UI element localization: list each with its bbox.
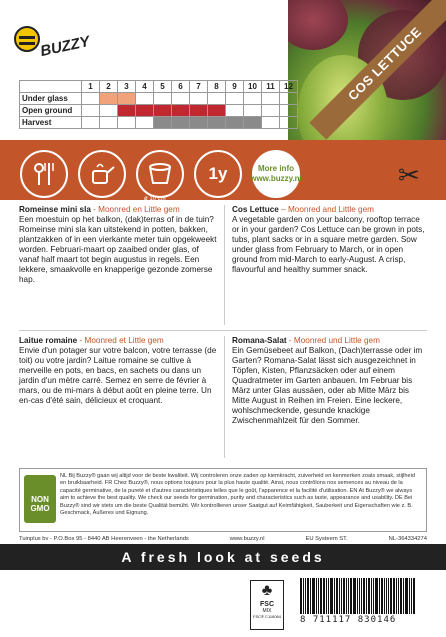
logo-text: BUZZY — [38, 32, 92, 61]
barcode-bar — [405, 578, 408, 614]
barcode-bar — [312, 578, 315, 614]
calendar-cell-active — [190, 105, 208, 117]
month-header: 1 — [82, 81, 100, 93]
annual-icon: 1y — [194, 150, 242, 198]
calendar-cell-active — [172, 117, 190, 129]
calendar-cell-active — [208, 105, 226, 117]
month-header: 9 — [226, 81, 244, 93]
calendar-cell-active — [118, 105, 136, 117]
calendar-cell-active — [208, 117, 226, 129]
text-fr — [19, 336, 219, 406]
variety-ribbon: COS LETTUCE — [309, 0, 446, 140]
more-info-label: More info — [258, 164, 294, 173]
body-fr: Envie d'un potager sur votre balcon, votre terrasse (de toit) ou votre jardin? Laitue romaine se cultive à merveille en pots, en bacs, en sachets ou dans un jardin d'un mètre carré. Semez en serre de février à mars, ou de mi-mars à début août en pleine terre. Un en-cas d'été sain, délicieux et croquant. — [19, 346, 217, 405]
calendar-cell-active — [154, 105, 172, 117]
column-divider — [224, 336, 225, 458]
barcode-bar — [403, 578, 404, 614]
barcode-bar — [300, 578, 302, 614]
more-info-url: www.buzzy.nl — [250, 174, 302, 183]
footer-info — [19, 536, 427, 542]
more-info-icon[interactable] — [252, 150, 300, 198]
barcode-bar — [316, 578, 317, 614]
month-header: 2 — [100, 81, 118, 93]
barcode-bar — [409, 578, 410, 614]
barcode-bar — [307, 578, 309, 614]
title-fr: Laitue romaine — [19, 336, 78, 345]
barcode-bar — [341, 578, 342, 614]
barcode-bar — [336, 578, 338, 614]
calendar-cell-active — [154, 117, 172, 129]
section-separator — [19, 330, 427, 331]
calendar-cell-active — [190, 117, 208, 129]
barcode — [300, 578, 426, 624]
subtitle-de: - Moonred und Little gem — [286, 336, 380, 345]
fsc-logo — [250, 580, 284, 630]
website-link[interactable]: www.buzzy.nl — [229, 536, 265, 542]
title-de: Romana-Salat — [232, 336, 287, 345]
month-header: 7 — [190, 81, 208, 93]
subtitle-nl: - Moonred en Little gem — [90, 205, 180, 214]
calendar-cell-active — [244, 117, 262, 129]
barcode-bar — [357, 578, 358, 614]
eu-system: EU Systeem ST. — [305, 536, 348, 542]
barcode-bar — [359, 578, 360, 614]
barcode-bar — [334, 578, 335, 614]
barcode-bar — [361, 578, 362, 614]
barcode-bar — [353, 578, 356, 614]
barcode-bar — [373, 578, 374, 614]
month-header: 4 — [136, 81, 154, 93]
barcode-bar — [323, 578, 325, 614]
barcode-bar — [328, 578, 329, 614]
barcode-bar — [326, 578, 327, 614]
sowing-tools-icon — [20, 150, 68, 198]
barcode-bar — [330, 578, 333, 614]
bee-icon — [14, 26, 40, 52]
calendar-row-open-ground — [20, 105, 298, 117]
barcode-bar — [388, 578, 389, 614]
barcode-bar — [371, 578, 372, 614]
barcode-bar — [379, 578, 380, 614]
barcode-bar — [320, 578, 322, 614]
barcode-bar — [384, 578, 385, 614]
company-address: Tuinplus bv - P.O.Box 95 - 8440 AB Heerenveen - the Netherlands — [19, 536, 189, 542]
fsc-label: FSC — [260, 601, 274, 608]
barcode-bar — [310, 578, 311, 614]
month-header: 10 — [244, 81, 262, 93]
non-gmo-badge: NON GMO — [24, 475, 56, 523]
row-label: Harvest — [20, 117, 82, 129]
barcode-bar — [368, 578, 370, 614]
row-label: Under glass — [20, 93, 82, 105]
registration-code: NL-364334274 — [388, 536, 427, 542]
barcode-bars — [300, 578, 426, 614]
barcode-bar — [305, 578, 306, 614]
pot-icon — [136, 150, 184, 198]
quality-text: NL Bij Buzzy® gaan wij altijd voor de beste kwaliteit. Wij controleren onze zaden op kiemkracht, zuiverheid en kenmerken zoals smaak, stijlheid en bruikbaarheid. FR Chez Buzzy®, nous options toujours pour la plus haute qualité. Ainsi, nous contrôlons nos semences au niveau de la capacité germinative, de la pureté et d'autres caractéristiques telles que le goût, l'apparence et la facilité d'utilisation. EN At Buzzy® we always aim to achieve the best quality. We check our seeds for germination, purity and characteristics such as taste, appearance and usability. DE Bei Buzzy® sind wir stets um die beste Qualität bemüht. Wir kontrollieren unser Saatgut auf Keimfähigkeit, Sauberkeit und Eigenschaften wie z. B. Geschmack, Äußeres und Eignung. — [60, 473, 415, 517]
barcode-bar — [381, 578, 383, 614]
icon-row — [20, 150, 400, 200]
calendar-row-harvest — [20, 117, 298, 129]
column-divider — [224, 205, 225, 325]
barcode-bar — [411, 578, 412, 614]
calendar-cell-active — [226, 117, 244, 129]
barcode-bar — [390, 578, 392, 614]
barcode-bar — [343, 578, 345, 614]
subtitle-en: – Moonred and Little gem — [278, 205, 374, 214]
month-header: 6 — [172, 81, 190, 93]
body-de: Ein Gemüsebeet auf Balkon, (Dach)terrasse oder im Garten? Romana-Salat lässt sich ausgezeichnet in Töpfen, Kisten, Pflanzsäcken oder auf einem Quadratmeter im Garten anbauen. Im Februar bis März unter Glas aussäen, oder ab Mitte März bis Mitte August in Reihen im Freien. Eine leckere, wohlschmeckende, gesunde knackige Zwischenmahlzeit für den Sommer. — [232, 346, 423, 425]
calendar-row-under-glass — [20, 93, 298, 105]
title-nl: Romeinse mini sla — [19, 205, 91, 214]
barcode-bar — [413, 578, 415, 614]
month-header: 11 — [262, 81, 280, 93]
barcode-bar — [375, 578, 378, 614]
barcode-bar — [398, 578, 399, 614]
barcode-number: 8 711117 830146 — [300, 615, 397, 625]
month-header: 5 — [154, 81, 172, 93]
month-header: 8 — [208, 81, 226, 93]
barcode-bar — [339, 578, 340, 614]
barcode-bar — [386, 578, 387, 614]
barcode-bar — [348, 578, 349, 614]
barcode-bar — [350, 578, 352, 614]
title-en: Cos Lettuce — [232, 205, 279, 214]
pot-size-label: ø 10 cm — [144, 196, 166, 202]
barcode-bar — [393, 578, 395, 614]
barcode-bar — [400, 578, 402, 614]
row-label: Open ground — [20, 105, 82, 117]
body-nl: Een moestuin op het balkon, (dak)terras of in de tuin? Romeinse mini sla kan uitstekend in potten, bakken, plantzakken of in een vierkante meter tuin opgekweekt worden. Februari-maart op zaaibed onder glas, of vanaf half maart tot begin augustus in regels. Een lekkere, smaakvolle en knapperige gezonde zomerse hap. — [19, 215, 217, 284]
calendar-cell-active — [100, 93, 118, 105]
fsc-code: FSC® C118084 — [253, 614, 281, 619]
fsc-mix: MIX — [262, 608, 272, 614]
scissors-icon: ✂ — [398, 160, 420, 190]
body-en: A vegetable garden on your balcony, rooftop terrace or in your garden? Cos Lettuce can be grown in pots, tubs, plant sacks or in a square metre garden. Sow under glass from February to March, or in open ground from mid-March to early-August. A crisp, flavourful and healthy summer snack. — [232, 215, 425, 274]
barcode-bar — [303, 578, 304, 614]
buzzy-logo — [14, 16, 94, 66]
watering-icon — [78, 150, 126, 198]
slogan-bar: A fresh look at seeds — [0, 544, 446, 570]
text-en — [232, 205, 428, 275]
month-header: 3 — [118, 81, 136, 93]
barcode-bar — [346, 578, 347, 614]
fsc-tree-icon: ♣ — [261, 582, 273, 599]
text-nl — [19, 205, 219, 285]
barcode-bar — [318, 578, 319, 614]
barcode-bar — [396, 578, 397, 614]
quality-statement — [19, 468, 427, 532]
calendar-cell-active — [118, 93, 136, 105]
month-header: 12 — [280, 81, 298, 93]
calendar-cell-active — [172, 105, 190, 117]
sowing-calendar — [19, 80, 298, 129]
text-de — [232, 336, 428, 426]
calendar-cell-active — [136, 105, 154, 117]
barcode-bar — [366, 578, 367, 614]
subtitle-fr: - Moonred et Little gem — [77, 336, 164, 345]
barcode-bar — [363, 578, 365, 614]
